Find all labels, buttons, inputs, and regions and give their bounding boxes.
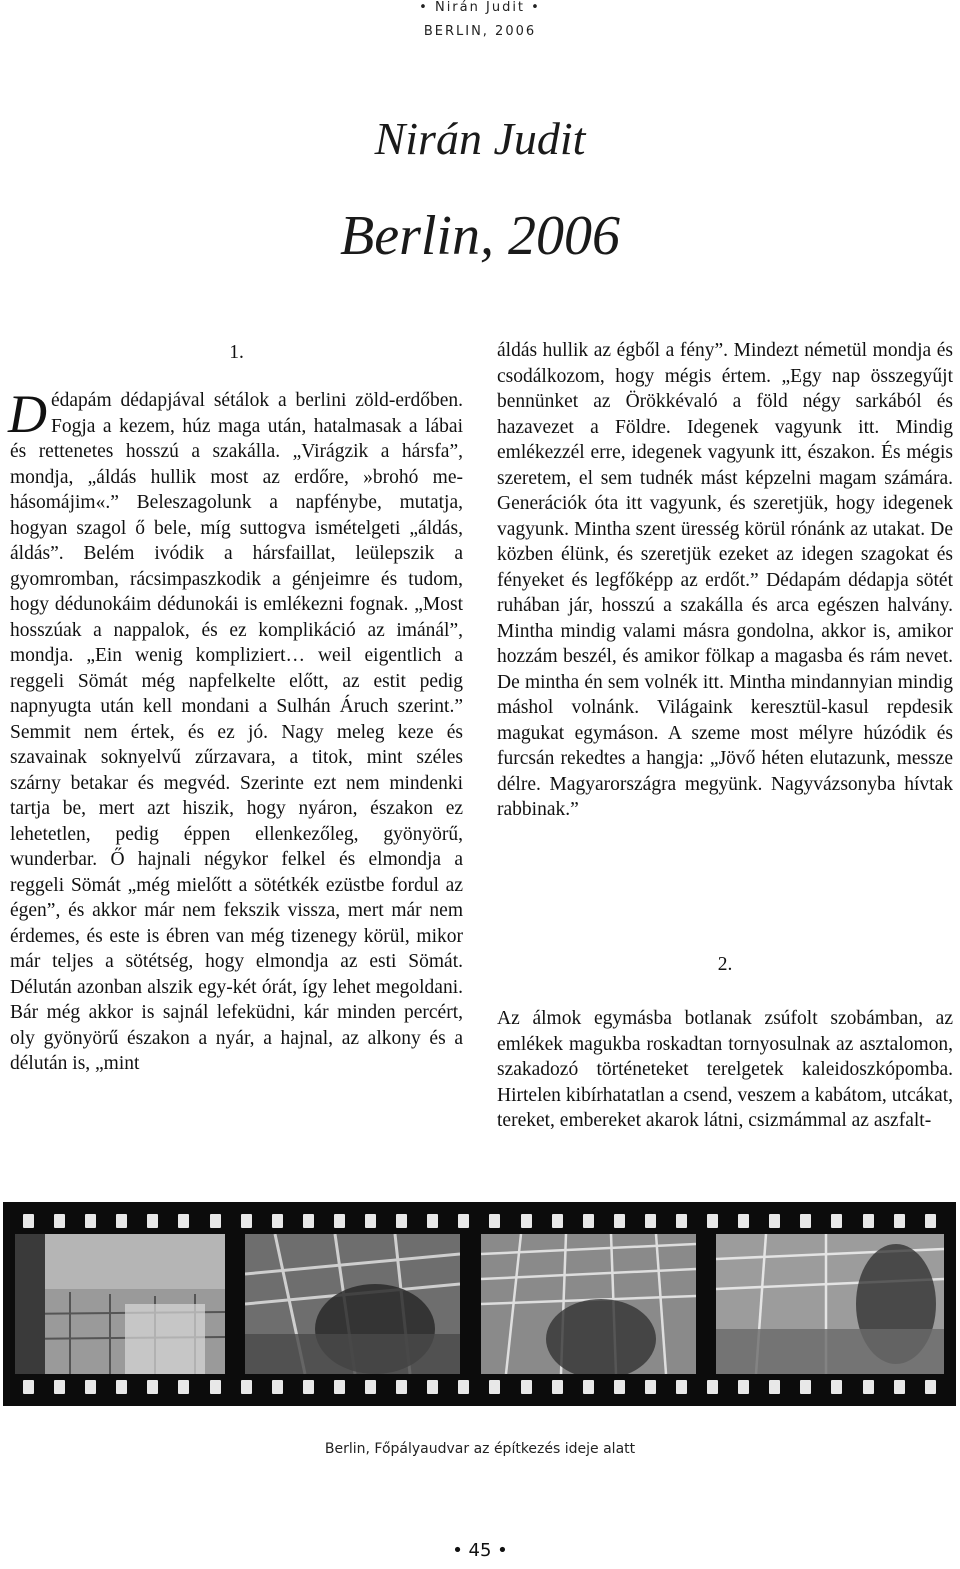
section-number-1: 1. <box>229 342 244 363</box>
sprocket-hole <box>738 1214 749 1228</box>
sprocket-hole <box>707 1214 718 1228</box>
work-title: Berlin, 2006 <box>340 205 620 267</box>
film-frame-2 <box>245 1234 460 1374</box>
sprocket-hole <box>521 1214 532 1228</box>
sprocket-hole <box>800 1380 811 1394</box>
sprocket-hole <box>116 1380 127 1394</box>
sprocket-hole <box>23 1380 34 1394</box>
sprocket-hole <box>116 1214 127 1228</box>
sprocket-hole <box>85 1214 96 1228</box>
sprocket-hole <box>925 1214 936 1228</box>
filmstrip-photo <box>3 1202 956 1406</box>
figure-caption: Berlin, Főpályaudvar az építkezés ideje alatt <box>324 1441 636 1457</box>
sprocket-hole <box>521 1380 532 1394</box>
sprocket-hole <box>769 1380 780 1394</box>
sprocket-hole <box>210 1214 221 1228</box>
sprocket-hole <box>241 1380 252 1394</box>
sprocket-hole <box>396 1214 407 1228</box>
sprocket-hole <box>303 1214 314 1228</box>
sprocket-hole <box>831 1214 842 1228</box>
paragraph-section-2: Az álmok egymásba botlanak zsúfolt szobámban, az emlékek magukba roskadtan tornyosulnak az asztalomon, szakadozó történeteket terelgetek kaleidoszkópomba. Hirtelen kibírhatatlan a csend, veszem a kabátom, utcákat, tereket, embereket akarok látni, csizmámmal az aszfalt- <box>497 1008 953 1131</box>
sprocket-hole <box>396 1380 407 1394</box>
sprocket-hole <box>552 1214 563 1228</box>
sprocket-hole <box>583 1214 594 1228</box>
sprocket-hole <box>831 1380 842 1394</box>
sprocket-row-bottom <box>3 1380 956 1394</box>
sprocket-hole <box>769 1214 780 1228</box>
sprocket-hole <box>738 1380 749 1394</box>
sprocket-hole <box>800 1214 811 1228</box>
running-head-author: • Nirán Judit • <box>419 0 541 15</box>
paragraph-1-left: édapám dédapjával sétálok a berlini zöld-erdőben. Fogja a kezem, húz maga után, hatalmasak a lábai és rettenetes hosszú a szakálla. „Virágzik a hársfa”, mondja, „áldás hullik most az erdőre, »brohó me-hásomájim«.” Beleszagolunk a napfénybe, mutatja, hogyan szagol ő bele, míg suttogva ismételgeti „áldás, áldás”. Belém ivódik a hársfaillat, leülepszik a gyomromban, rácsimpaszkodik a génjeimre és tudom, hogy dédunokáim dédunokái is emlékezni fognak. „Most hosszúak a nappalok, és ez komplikáció az imánál”, mondja. „Ein wenig kompliziert… weil eigentlich a reggeli Sömát még napfelkelte előtt, az estit pedig napnyugta után kell mondani a Sulhán Áruch szerint.” Semmit nem értek, és ez jó. Nagy meleg keze és szavainak soknyelvű zűrzavara, a titok, mint széles szárny betakar és megvéd. Szerinte ezt nem mindenki tartja be, mert azt hiszik, hogy nyáron, északon ez lehetetlen, pedig éppen ellenkezőleg, gyönyörű, wunderbar. Ő hajnali négykor felkel és elmondja a reggeli Sömát „még mielőtt a sötétkék ezüstbe fordul az égen”, és akkor már nem fekszik vissza, mert már nem érdemes, és este is ébren van még tizenegy körül, mikor már teljes a sötétség, hogy elmondja az esti Sömát. Délután azonban alszik egy-két órát, így lehet megoldani. Bár még akkor is sajnál lefeküdni, kár minden percért, oly gyönyörű északon a nyár, a hajnal, az alkony és a délután is, „mint <box>10 390 463 1074</box>
sprocket-hole <box>334 1214 345 1228</box>
sprocket-hole <box>645 1214 656 1228</box>
sprocket-hole <box>458 1214 469 1228</box>
sprocket-hole <box>147 1380 158 1394</box>
sprocket-hole <box>427 1380 438 1394</box>
sprocket-hole <box>427 1214 438 1228</box>
sprocket-hole <box>552 1380 563 1394</box>
sprocket-hole <box>272 1380 283 1394</box>
sprocket-hole <box>54 1214 65 1228</box>
text-column-left <box>8 384 463 1077</box>
sprocket-hole <box>241 1214 252 1228</box>
sprocket-hole <box>645 1380 656 1394</box>
sprocket-hole <box>894 1380 905 1394</box>
sprocket-hole <box>925 1380 936 1394</box>
author-title: Nirán Judit <box>374 113 586 164</box>
sprocket-hole <box>863 1214 874 1228</box>
sprocket-hole <box>894 1214 905 1228</box>
film-frame-4 <box>716 1234 944 1374</box>
sprocket-hole <box>178 1214 189 1228</box>
sprocket-hole <box>614 1380 625 1394</box>
sprocket-hole <box>178 1380 189 1394</box>
sprocket-hole <box>54 1380 65 1394</box>
sprocket-hole <box>583 1380 594 1394</box>
sprocket-hole <box>489 1214 500 1228</box>
sprocket-hole <box>272 1214 283 1228</box>
sprocket-hole <box>614 1214 625 1228</box>
sprocket-hole <box>676 1380 687 1394</box>
running-head-title: BERLIN, 2006 <box>423 24 537 39</box>
section-number-2: 2. <box>717 954 733 975</box>
film-frame-3 <box>481 1234 696 1374</box>
sprocket-hole <box>489 1380 500 1394</box>
sprocket-hole <box>303 1380 314 1394</box>
sprocket-hole <box>85 1380 96 1394</box>
sprocket-hole <box>863 1380 874 1394</box>
sprocket-hole <box>458 1380 469 1394</box>
sprocket-hole <box>365 1380 376 1394</box>
sprocket-hole <box>334 1380 345 1394</box>
drop-cap: D <box>8 384 47 444</box>
sprocket-hole <box>147 1214 158 1228</box>
text-column-right: áldás hullik az égből a fény”. Mindezt németül mondja és csodálkozom, hogy mégis értem. „Egy nap összegyűjt bennünket az Örökkévaló a föld négy sarkából és hazavezet a Földre. Idegenek vagyunk itt. Mindig emlékezzél erre, idegenek vagyunk itt, északon. És mégis szeretem, el sem tudnék mást képzelni magam számára. Generációk óta itt vagyunk, és szeretjük, hogy idegenek vagyunk. Mintha szent üresség körül rónánk az utakat. De közben élünk, és szeretjük ezeket az idegen szagokat és fényeket és legfőképp az erdőt.” Dédapám dédapja sötét ruhában jár, hosszú a szakálla és arca egészen halvány. Mintha mindig valami másra gondolna, akkor is, amikor hozzám beszél, és amikor fölkap a magasba és rám nevet. De mintha én sem volnék itt. Mintha mindannyian mindig máshol volnánk. Világaink keresztül-kasul repdesik magukat egymáson. A szeme most mélyre húzódik és furcsán rekedtes a hangja: „Jövő héten elutazunk, messze délre. Magyarországra megyünk. Nagyvázsonyba hívtak rabbinak.” <box>497 340 953 820</box>
sprocket-hole <box>676 1214 687 1228</box>
sprocket-hole <box>707 1380 718 1394</box>
sprocket-hole <box>365 1214 376 1228</box>
film-frame-1 <box>15 1234 225 1374</box>
sprocket-hole <box>210 1380 221 1394</box>
page-number: • 45 • <box>452 1540 508 1561</box>
sprocket-row-top <box>3 1214 956 1228</box>
sprocket-hole <box>23 1214 34 1228</box>
